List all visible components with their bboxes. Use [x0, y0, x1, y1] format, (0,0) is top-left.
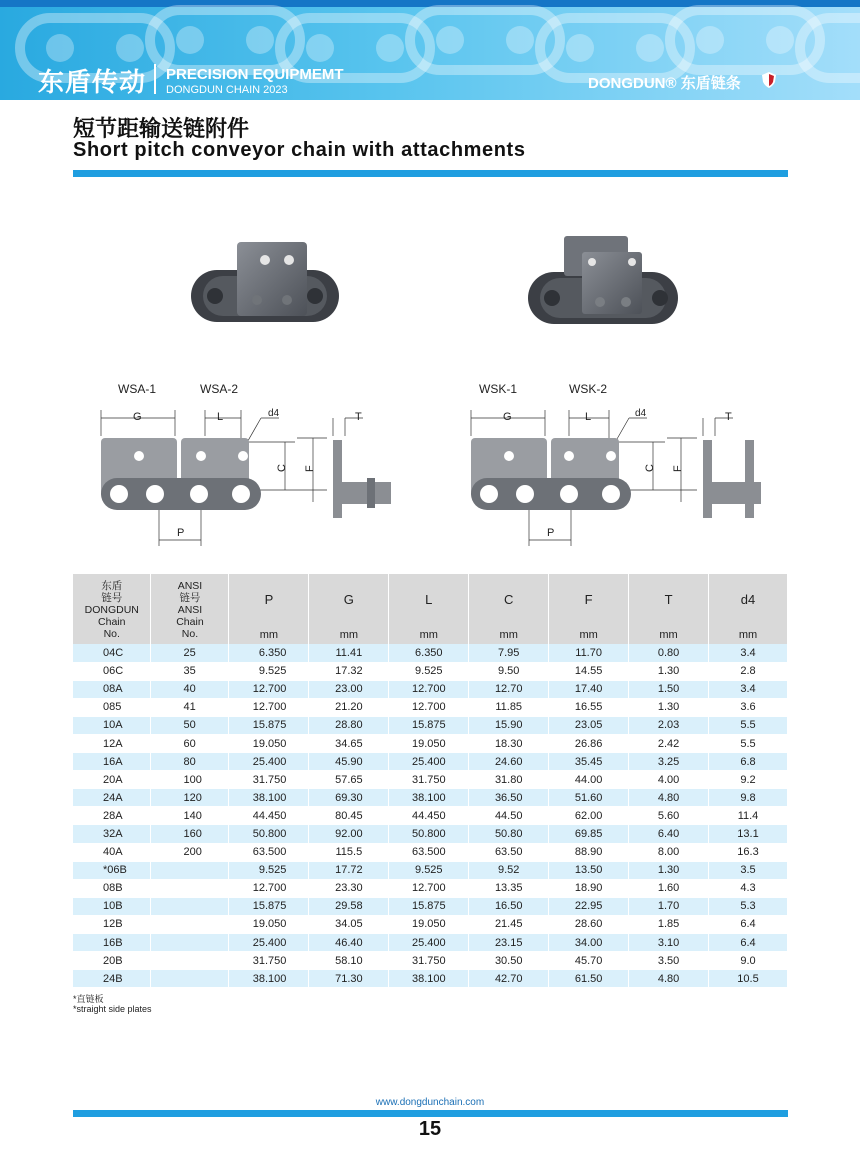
table-cell: 50.800 [389, 825, 469, 843]
table-cell: 19.050 [389, 734, 469, 752]
table-cell [151, 879, 229, 897]
table-cell: 19.050 [229, 734, 309, 752]
table-cell: 50.80 [469, 825, 549, 843]
table-cell: 69.85 [549, 825, 629, 843]
table-cell: 10.5 [709, 970, 788, 988]
table-cell: 15.875 [389, 716, 469, 734]
table-cell: 21.45 [469, 915, 549, 933]
dim-P-label: P [177, 527, 185, 539]
table-cell [151, 915, 229, 933]
table-cell [151, 934, 229, 952]
table-cell: 51.60 [549, 789, 629, 807]
column-unit: mm [629, 626, 709, 644]
table-cell: *06B [73, 861, 151, 879]
table-cell: 24.60 [469, 753, 549, 771]
brand-subtitle: DONGDUN CHAIN 2023 [166, 84, 288, 96]
table-cell: 12A [73, 734, 151, 752]
table-row [73, 789, 788, 807]
table-cell: 63.500 [389, 843, 469, 861]
table-cell: 9.525 [389, 662, 469, 680]
table-cell: 120 [151, 789, 229, 807]
table-cell: 31.750 [389, 771, 469, 789]
table-cell: 23.15 [469, 934, 549, 952]
column-unit: mm [389, 626, 469, 644]
shield-icon [762, 72, 776, 88]
table-cell: 25.400 [229, 753, 309, 771]
dim-G-label: G [503, 411, 512, 423]
table-cell: 15.90 [469, 716, 549, 734]
table-cell: 6.350 [229, 644, 309, 662]
column-header: P [229, 574, 309, 626]
footer-rule [73, 1110, 788, 1117]
table-cell: 25.400 [229, 934, 309, 952]
table-cell: 44.450 [229, 807, 309, 825]
table-cell: 13.50 [549, 861, 629, 879]
table-cell: 3.6 [709, 698, 788, 716]
column-header: C [469, 574, 549, 626]
table-row [73, 952, 788, 970]
table-cell: 50 [151, 716, 229, 734]
table-cell: 4.80 [629, 789, 709, 807]
table-cell: 18.90 [549, 879, 629, 897]
table-cell: 9.525 [389, 861, 469, 879]
table-cell: 40A [73, 843, 151, 861]
table-row [73, 807, 788, 825]
table-cell: 6.40 [629, 825, 709, 843]
table-cell: 2.42 [629, 734, 709, 752]
table-cell: 40 [151, 680, 229, 698]
table-cell: 88.90 [549, 843, 629, 861]
table-cell: 36.50 [469, 789, 549, 807]
table-cell: 13.1 [709, 825, 788, 843]
table-cell: 32A [73, 825, 151, 843]
table-row [73, 861, 788, 879]
table-cell: 9.525 [229, 662, 309, 680]
table-cell: 58.10 [309, 952, 389, 970]
table-cell: 31.750 [229, 771, 309, 789]
table-row [73, 771, 788, 789]
table-cell [151, 861, 229, 879]
table-cell: 10A [73, 716, 151, 734]
brand-separator [154, 64, 156, 94]
table-cell: 20A [73, 771, 151, 789]
table-cell: 9.2 [709, 771, 788, 789]
dim-d4-label: d4 [635, 408, 647, 419]
table-cell: 10B [73, 897, 151, 915]
column-unit: mm [709, 626, 788, 644]
table-cell: 9.0 [709, 952, 788, 970]
table-row [73, 897, 788, 915]
table-cell: 46.40 [309, 934, 389, 952]
table-cell: 1.50 [629, 680, 709, 698]
table-cell: 57.65 [309, 771, 389, 789]
table-cell: 35 [151, 662, 229, 680]
table-cell: 0.80 [629, 644, 709, 662]
dim-d4-label: d4 [268, 408, 280, 419]
table-cell: 63.500 [229, 843, 309, 861]
table-cell: 085 [73, 698, 151, 716]
table-cell: 5.60 [629, 807, 709, 825]
title-rule [73, 170, 788, 177]
technical-diagram-wsa [95, 378, 405, 548]
table-cell: 23.00 [309, 680, 389, 698]
table-row [73, 680, 788, 698]
table-cell: 13.35 [469, 879, 549, 897]
table-cell: 4.80 [629, 970, 709, 988]
table-row [73, 753, 788, 771]
table-cell [151, 952, 229, 970]
table-cell: 17.40 [549, 680, 629, 698]
dim-F-label: F [304, 465, 316, 472]
table-cell: 1.60 [629, 879, 709, 897]
table-cell: 16.55 [549, 698, 629, 716]
table-cell: 16.3 [709, 843, 788, 861]
table-cell: 38.100 [389, 789, 469, 807]
column-header: F [549, 574, 629, 626]
table-cell: 17.72 [309, 861, 389, 879]
table-cell: 25 [151, 644, 229, 662]
table-cell: 6.4 [709, 915, 788, 933]
table-cell: 14.55 [549, 662, 629, 680]
table-cell: 06C [73, 662, 151, 680]
table-cell: 44.450 [389, 807, 469, 825]
table-cell: 4.3 [709, 879, 788, 897]
table-cell: 3.10 [629, 934, 709, 952]
table-cell: 9.8 [709, 789, 788, 807]
table-cell: 19.050 [389, 915, 469, 933]
table-cell: 6.350 [389, 644, 469, 662]
dim-T-label: T [355, 411, 362, 423]
table-cell: 11.4 [709, 807, 788, 825]
table-cell: 04C [73, 644, 151, 662]
table-cell: 31.80 [469, 771, 549, 789]
table-cell [151, 970, 229, 988]
technical-diagram-wsk [465, 378, 775, 548]
table-cell: 2.03 [629, 716, 709, 734]
table-cell: 9.50 [469, 662, 549, 680]
table-cell: 29.58 [309, 897, 389, 915]
table-cell: 3.4 [709, 644, 788, 662]
table-cell: 23.30 [309, 879, 389, 897]
page-number: 15 [418, 1118, 442, 1140]
table-cell: 5.3 [709, 897, 788, 915]
table-cell: 60 [151, 734, 229, 752]
table-row [73, 915, 788, 933]
table-cell: 200 [151, 843, 229, 861]
table-cell: 80 [151, 753, 229, 771]
footnote-english: *straight side plates [73, 1004, 152, 1014]
table-cell: 20B [73, 952, 151, 970]
table-cell: 31.750 [389, 952, 469, 970]
table-cell: 61.50 [549, 970, 629, 988]
table-cell: 12.70 [469, 680, 549, 698]
dim-F-label: F [672, 465, 684, 472]
table-cell: 12B [73, 915, 151, 933]
table-cell: 26.86 [549, 734, 629, 752]
brand-english: PRECISION EQUIPMEMT [166, 66, 344, 83]
table-cell: 15.875 [229, 897, 309, 915]
table-cell: 19.050 [229, 915, 309, 933]
table-cell: 24A [73, 789, 151, 807]
page-title-english: Short pitch conveyor chain with attachments [73, 139, 526, 161]
table-cell: 45.70 [549, 952, 629, 970]
column-header: ANSI 链号 ANSI Chain No. [151, 574, 229, 644]
table-cell: 12.700 [229, 879, 309, 897]
table-cell: 18.30 [469, 734, 549, 752]
table-cell: 22.95 [549, 897, 629, 915]
table-cell: 15.875 [229, 716, 309, 734]
column-unit: mm [229, 626, 309, 644]
table-cell: 42.70 [469, 970, 549, 988]
table-cell: 3.4 [709, 680, 788, 698]
table-cell: 15.875 [389, 897, 469, 915]
table-cell: 100 [151, 771, 229, 789]
diagram-label-wsa2: WSA-2 [200, 382, 239, 396]
table-cell: 92.00 [309, 825, 389, 843]
diagram-label-wsa1: WSA-1 [118, 382, 157, 396]
table-cell: 3.25 [629, 753, 709, 771]
table-cell: 5.5 [709, 734, 788, 752]
dim-L-label: L [585, 411, 592, 423]
table-header-row [73, 574, 788, 626]
column-header: 东盾 链号 DONGDUN Chain No. [73, 574, 151, 644]
table-cell: 21.20 [309, 698, 389, 716]
table-cell: 17.32 [309, 662, 389, 680]
table-cell: 12.700 [229, 680, 309, 698]
table-cell: 140 [151, 807, 229, 825]
table-cell: 115.5 [309, 843, 389, 861]
diagram-label-wsk2: WSK-2 [569, 382, 608, 396]
column-header: G [309, 574, 389, 626]
diagram-label-wsk1: WSK-1 [479, 382, 518, 396]
table-cell: 9.525 [229, 861, 309, 879]
table-cell: 45.90 [309, 753, 389, 771]
dim-P-label: P [547, 527, 555, 539]
table-cell: 1.70 [629, 897, 709, 915]
product-photo-wsk [520, 232, 690, 337]
table-cell: 8.00 [629, 843, 709, 861]
table-cell: 69.30 [309, 789, 389, 807]
table-cell: 1.30 [629, 698, 709, 716]
table-cell: 28A [73, 807, 151, 825]
table-cell: 11.41 [309, 644, 389, 662]
table-cell: 28.60 [549, 915, 629, 933]
table-row [73, 662, 788, 680]
table-cell: 12.700 [389, 698, 469, 716]
footer-website-link[interactable]: www.dongdunchain.com [375, 1097, 485, 1108]
table-row [73, 843, 788, 861]
table-cell: 38.100 [389, 970, 469, 988]
column-unit: mm [309, 626, 389, 644]
table-cell: 23.05 [549, 716, 629, 734]
table-cell: 11.70 [549, 644, 629, 662]
table-cell: 9.52 [469, 861, 549, 879]
spec-table [73, 574, 788, 988]
dim-L-label: L [217, 411, 224, 423]
table-cell: 71.30 [309, 970, 389, 988]
dim-T-label: T [725, 411, 732, 423]
table-cell: 80.45 [309, 807, 389, 825]
table-cell: 38.100 [229, 789, 309, 807]
table-cell: 6.8 [709, 753, 788, 771]
table-cell: 28.80 [309, 716, 389, 734]
table-cell: 6.4 [709, 934, 788, 952]
table-row [73, 879, 788, 897]
column-header: L [389, 574, 469, 626]
table-cell: 08B [73, 879, 151, 897]
header-banner [0, 0, 860, 100]
table-cell: 38.100 [229, 970, 309, 988]
table-cell: 3.50 [629, 952, 709, 970]
brand-chinese: 东盾传动 [38, 68, 147, 98]
table-cell: 7.95 [469, 644, 549, 662]
table-cell: 30.50 [469, 952, 549, 970]
table-cell: 2.8 [709, 662, 788, 680]
table-cell: 11.85 [469, 698, 549, 716]
brand-right-logo: DONGDUN® 东盾链条 [588, 75, 741, 92]
table-cell: 16B [73, 934, 151, 952]
page-title-chinese: 短节距输送链附件 [73, 117, 250, 142]
table-cell: 44.50 [469, 807, 549, 825]
table-cell: 34.00 [549, 934, 629, 952]
table-cell: 16A [73, 753, 151, 771]
table-row [73, 934, 788, 952]
table-cell: 08A [73, 680, 151, 698]
table-cell: 1.85 [629, 915, 709, 933]
table-row [73, 698, 788, 716]
dim-G-label: G [133, 411, 142, 423]
table-cell: 34.05 [309, 915, 389, 933]
dim-C-label: C [644, 464, 656, 472]
table-cell: 1.30 [629, 662, 709, 680]
table-cell: 44.00 [549, 771, 629, 789]
table-cell [151, 897, 229, 915]
table-cell: 31.750 [229, 952, 309, 970]
table-cell: 1.30 [629, 861, 709, 879]
table-row [73, 970, 788, 988]
product-photo-wsa [185, 240, 345, 340]
table-cell: 12.700 [389, 879, 469, 897]
footnote-chinese: *直链板 [73, 994, 104, 1004]
column-unit: mm [549, 626, 629, 644]
table-row [73, 716, 788, 734]
column-header: T [629, 574, 709, 626]
table-cell: 3.5 [709, 861, 788, 879]
table-cell: 16.50 [469, 897, 549, 915]
dim-C-label: C [276, 464, 288, 472]
table-cell: 12.700 [389, 680, 469, 698]
table-cell: 34.65 [309, 734, 389, 752]
table-cell: 35.45 [549, 753, 629, 771]
table-cell: 12.700 [229, 698, 309, 716]
table-cell: 41 [151, 698, 229, 716]
column-header: d4 [709, 574, 788, 626]
table-cell: 24B [73, 970, 151, 988]
table-cell: 160 [151, 825, 229, 843]
table-cell: 50.800 [229, 825, 309, 843]
table-cell: 63.50 [469, 843, 549, 861]
table-cell: 25.400 [389, 753, 469, 771]
table-cell: 4.00 [629, 771, 709, 789]
table-row [73, 644, 788, 662]
table-row [73, 734, 788, 752]
column-unit: mm [469, 626, 549, 644]
table-cell: 25.400 [389, 934, 469, 952]
table-cell: 62.00 [549, 807, 629, 825]
table-row [73, 825, 788, 843]
table-cell: 5.5 [709, 716, 788, 734]
